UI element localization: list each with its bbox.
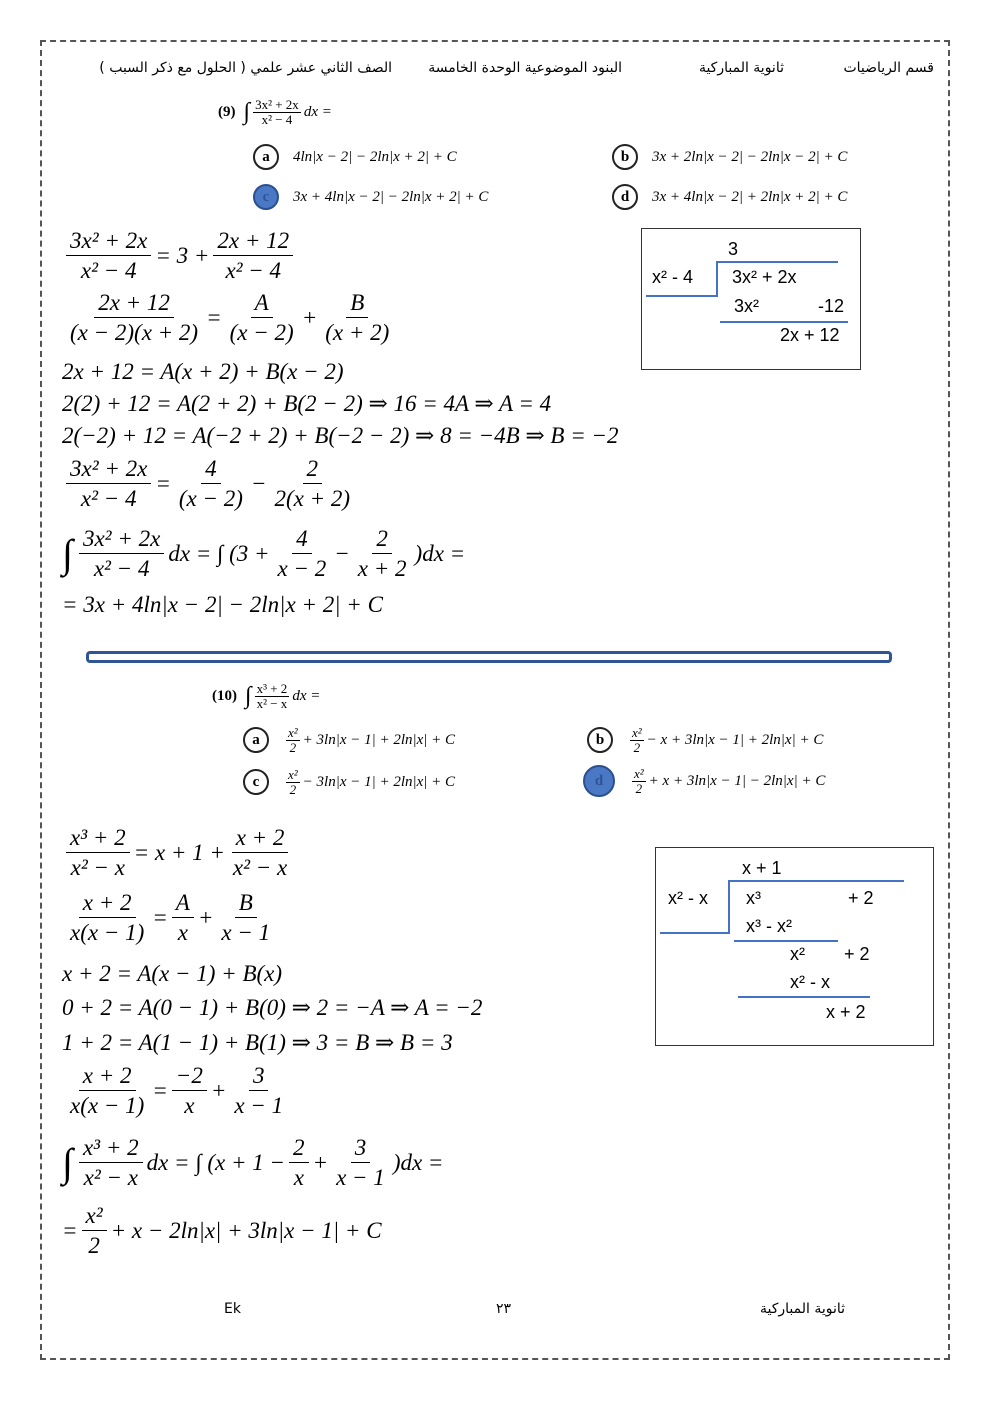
option-letter: d — [612, 184, 638, 210]
header-department: قسم الرياضيات — [843, 60, 934, 76]
q9-solution-line-4: 2(2) + 12 = A(2 + 2) + B(2 − 2) ⇒ 16 = 4A ⇒ A = 4 — [62, 391, 552, 416]
page-number: ٢٣ — [496, 1301, 512, 1317]
q9-integral-sign: ∫ — [243, 98, 251, 125]
q10-integrand: x³ + 2 x² − x — [256, 681, 288, 711]
q9-long-division: 3 x² - 4 3x² + 2x 3x² -12 2x + 12 — [641, 228, 861, 370]
section-divider — [86, 651, 892, 663]
q10-dx: dx = — [292, 687, 321, 704]
q9-option-b[interactable]: b 3x + 2ln|x − 2| − 2ln|x − 2| + C — [612, 144, 847, 170]
q9-solution-line-1: $\frac{\text{3x² + 2x}}{\text{x² − 4}}$ = 3 + $\frac{2x + 12}{\text{x² − 4}}$ — [62, 229, 297, 282]
header-topic: البنود الموضوعية الوحدة الخامسة — [428, 60, 622, 76]
q10-long-division: x + 1 x² - x x³ + 2 x³ - x² x² + 2 x² - x x + 2 — [655, 847, 934, 1046]
q9-solution-line-6: $\frac{\text{3x² + 2x}}{\text{x² − 4}}$ = $\frac{4}{(x - 2)}$ − $\frac{2}{2(x + 2)}$ — [62, 457, 358, 510]
q10-option-a[interactable]: a x² 2 + 3ln|x − 1| + 2ln|x| + C — [243, 726, 455, 754]
q9-prompt — [218, 98, 332, 126]
q10-solution-line-5: 1 + 2 = A(1 − 1) + B(1) ⇒ 3 = B ⇒ B = 3 — [62, 1030, 453, 1055]
q10-option-d[interactable]: d x² 2 + x + 3ln|x − 1| − 2ln|x| + C — [583, 765, 825, 797]
q9-option-d[interactable]: d 3x + 4ln|x − 2| + 2ln|x + 2| + C — [612, 184, 847, 210]
footer-school: ثانوية المباركية — [760, 1301, 846, 1317]
q9-option-a[interactable]: a 4ln|x − 2| − 2ln|x + 2| + C — [253, 144, 457, 170]
option-letter: c — [243, 769, 269, 795]
q10-solution-line-1: $\frac{\text{x³ + 2}}{\text{x² − x}}$ = x + 1 + $\frac{x + 2}{\text{x² − x}}$ — [62, 826, 295, 879]
q10-solution-line-2: $\frac{x + 2}{x(x - 1)}$ = $\frac{A}{x}$ + $\frac{B}{x - 1}$ — [70, 890, 271, 945]
option-letter: a — [253, 144, 279, 170]
q9-solution-line-5: 2(−2) + 12 = A(−2 + 2) + B(−2 − 2) ⇒ 8 = −4B ⇒ B = −2 — [62, 423, 619, 448]
q10-solution-line-6: $\frac{x + 2}{x(x - 1)}$ = $\frac{-2}{x}$ + $\frac{3}{x - 1}$ — [70, 1063, 284, 1118]
q10-option-c[interactable]: c x² 2 − 3ln|x − 1| + 2ln|x| + C — [243, 768, 455, 796]
option-letter: b — [587, 727, 613, 753]
header-school: ثانوية المباركية — [698, 60, 784, 76]
q10-option-b[interactable]: b x² 2 − x + 3ln|x − 1| + 2ln|x| + C — [587, 726, 823, 754]
q9-solution-line-2: $\frac{2x + 12}{(x - 2)(x + 2)}$ = $\frac{A}{(x - 2)}$ + $\frac{B}{(x + 2)}$ — [70, 290, 390, 345]
q9-option-c[interactable]: c 3x + 4ln|x − 2| − 2ln|x + 2| + C — [253, 184, 488, 210]
q9-solution-line-7: ∫ 3x² + 2x x² − 4 dx = ∫ (3 + $\frac{4}{x - 2}$ − $\frac{2}{x + 2}$ )dx = — [62, 526, 466, 581]
q9-number: (9) — [218, 103, 236, 120]
option-letter-selected: c — [253, 184, 279, 210]
q10-solution-line-4: 0 + 2 = A(0 − 1) + B(0) ⇒ 2 = −A ⇒ A = −2 — [62, 995, 483, 1020]
q10-prompt — [212, 682, 320, 710]
option-letter-selected: d — [583, 765, 615, 797]
q10-integral-sign: ∫ — [245, 682, 252, 709]
q9-dx: dx = — [303, 103, 332, 120]
q10-solution-line-7: ∫ x³ + 2 x² − x dx = ∫ (x + 1 − $\frac{2}{x}$ + $\frac{3}{x - 1}$ )dx = — [62, 1135, 444, 1190]
footer-author: Ek — [224, 1301, 241, 1317]
option-letter: b — [612, 144, 638, 170]
q10-solution-line-3: x + 2 = A(x − 1) + B(x) — [62, 961, 283, 986]
q10-final-answer: = $\frac{\text{x²}}{2}$ + x − 2ln|x| + 3ln|x − 1| + C — [62, 1203, 382, 1258]
q10-number: (10) — [212, 687, 237, 704]
q9-solution-line-3: 2x + 12 = A(x + 2) + B(x − 2) — [62, 359, 344, 384]
header-grade: الصف الثاني عشر علمي ( الحلول مع ذكر السبب ) — [99, 60, 392, 76]
option-letter: a — [243, 727, 269, 753]
q9-final-answer: = 3x + 4ln|x − 2| − 2ln|x + 2| + C — [62, 592, 383, 617]
q9-integrand: 3x² + 2x x² − 4 — [255, 97, 299, 127]
